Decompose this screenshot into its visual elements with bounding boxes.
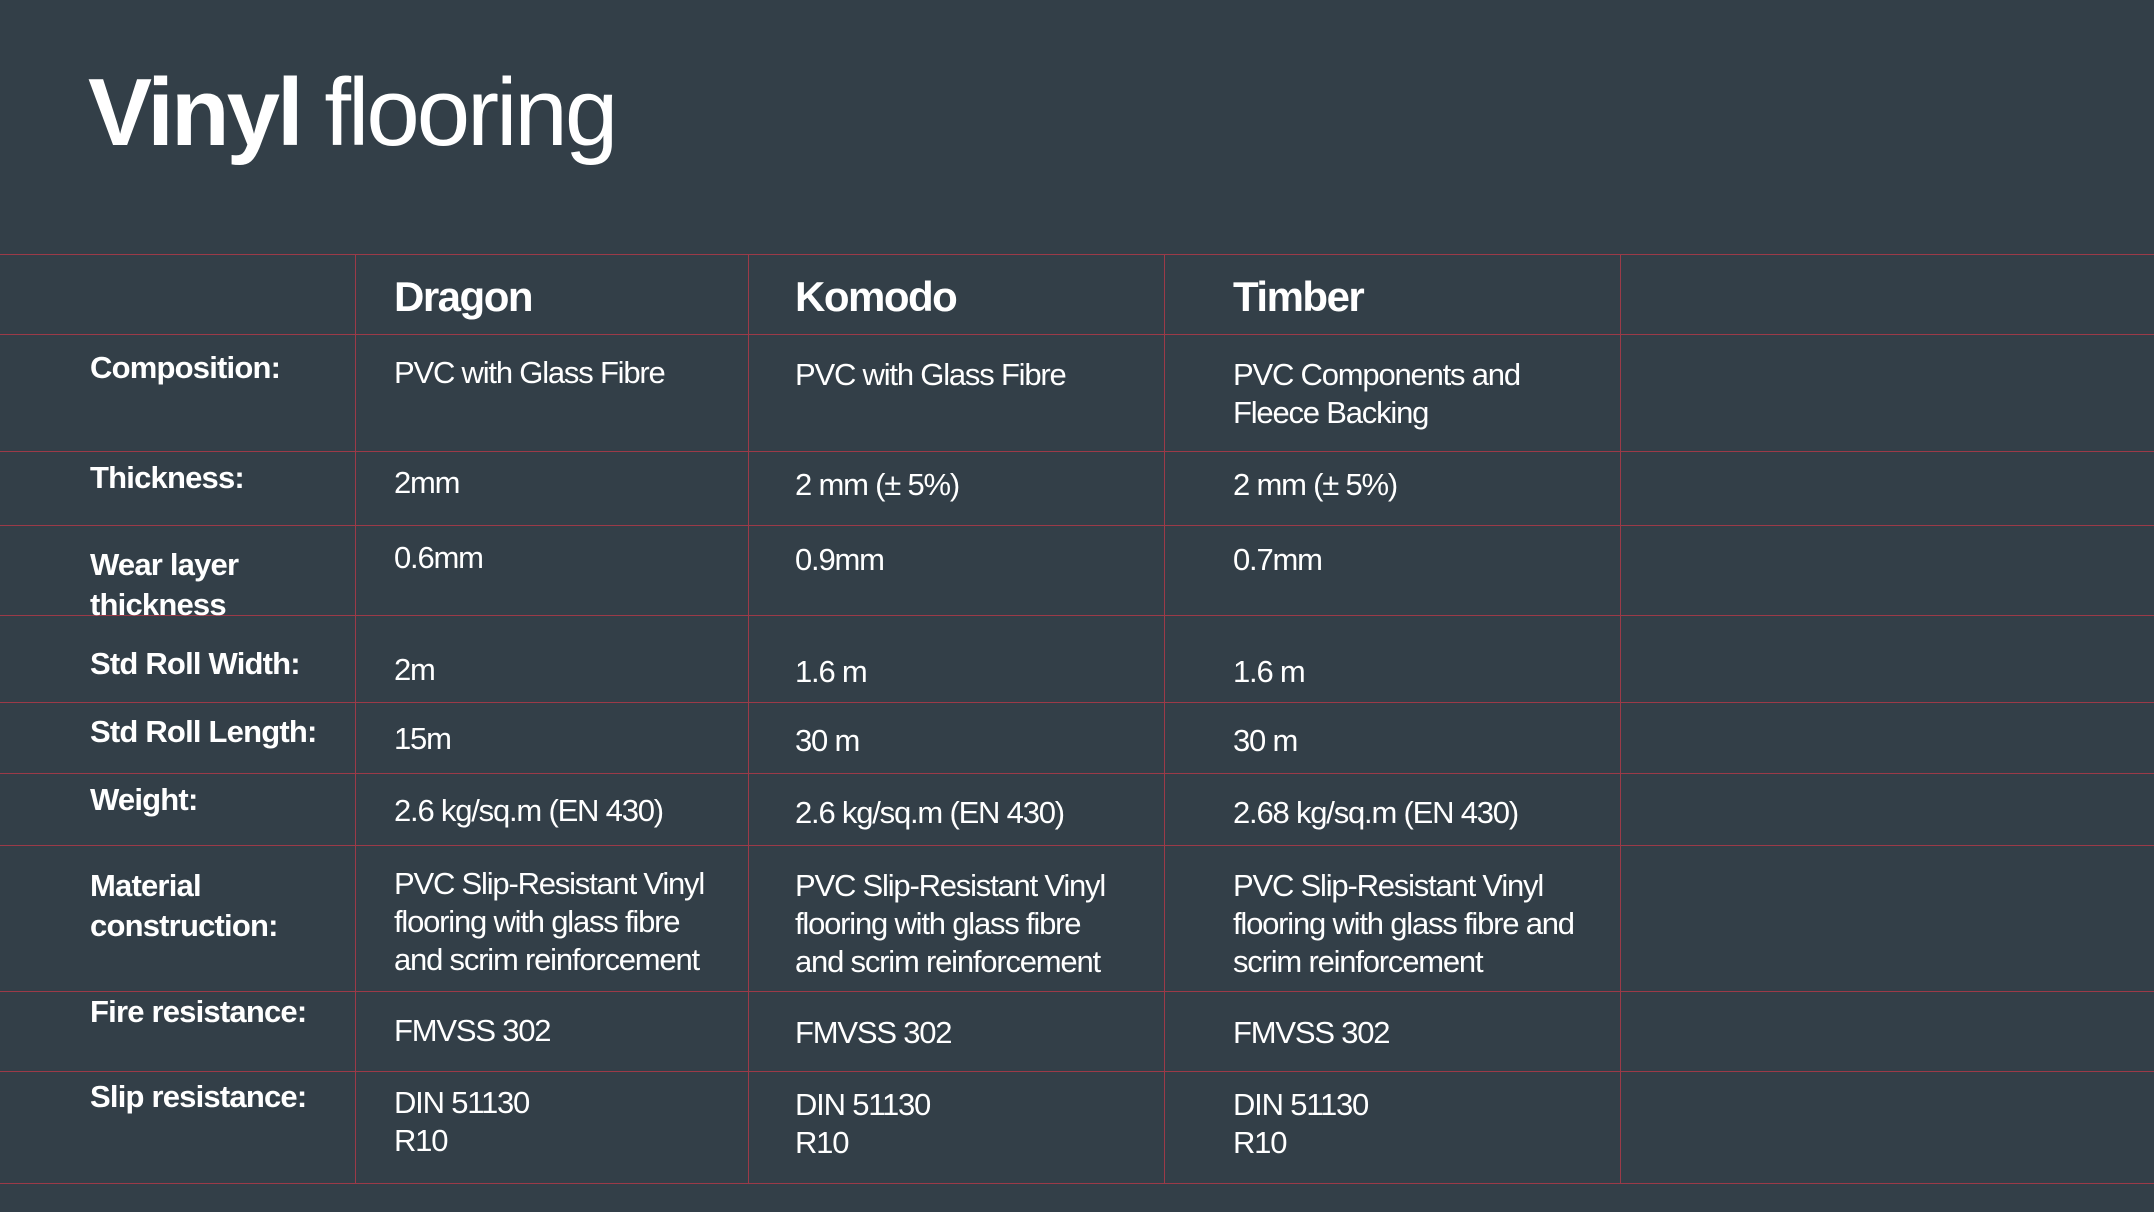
row-divider [0,615,2154,616]
row-divider [0,991,2154,992]
row-divider [0,334,2154,335]
title-light: flooring [324,59,616,166]
table-cell: 2 mm (± 5%) [1233,467,1397,502]
table-cell: PVC Slip-Resistant Vinyl flooring with glass fibre and scrim reinforcement [394,866,705,977]
table-cell: 1.6 m [1233,654,1305,689]
table-cell: PVC with Glass Fibre [795,357,1066,392]
table-cell: 2.6 kg/sq.m (EN 430) [394,793,663,828]
table-cell: PVC Components and Fleece Backing [1233,357,1520,430]
table-cell: DIN 51130 R10 [795,1087,931,1160]
table-cell: PVC Slip-Resistant Vinyl flooring with glass fibre and scrim reinforcement [795,868,1106,979]
table-cell: DIN 51130 R10 [1233,1087,1369,1160]
title-bold: Vinyl [88,59,301,166]
table-cell: 2.68 kg/sq.m (EN 430) [1233,795,1518,830]
table-cell: PVC with Glass Fibre [394,355,665,390]
row-label: Std Roll Length: [90,714,317,749]
column-header: Komodo [795,273,957,320]
table-cell: 2mm [394,465,460,500]
row-label: Material construction: [90,868,278,943]
table-cell: 1.6 m [795,654,867,689]
row-label: Std Roll Width: [90,646,300,681]
row-label: Fire resistance: [90,994,307,1029]
row-label: Wear layer thickness [90,547,239,622]
column-header: Timber [1233,273,1364,320]
column-divider [1164,254,1165,1184]
row-divider [0,702,2154,703]
table-cell: 15m [394,721,451,756]
column-divider [1620,254,1621,1184]
row-divider [0,451,2154,452]
column-divider [748,254,749,1184]
table-cell: 2m [394,652,435,687]
row-label: Composition: [90,350,281,385]
table-cell: 30 m [795,723,860,758]
table-cell: FMVSS 302 [795,1015,952,1050]
column-divider [355,254,356,1184]
row-label: Slip resistance: [90,1079,307,1114]
row-divider [0,254,2154,255]
table-cell: 0.9mm [795,542,884,577]
table-cell: FMVSS 302 [394,1013,551,1048]
column-header: Dragon [394,273,532,320]
row-divider [0,1071,2154,1072]
table-cell: 0.6mm [394,540,483,575]
row-divider [0,1183,2154,1184]
table-cell: 2 mm (± 5%) [795,467,959,502]
table-cell: 30 m [1233,723,1298,758]
row-divider [0,525,2154,526]
row-divider [0,773,2154,774]
table-cell: 0.7mm [1233,542,1322,577]
table-cell: 2.6 kg/sq.m (EN 430) [795,795,1064,830]
table-cell: FMVSS 302 [1233,1015,1390,1050]
table-cell: PVC Slip-Resistant Vinyl flooring with glass fibre and scrim reinforcement [1233,868,1574,979]
row-label: Thickness: [90,460,244,495]
row-label: Weight: [90,782,198,817]
row-divider [0,845,2154,846]
page-title [88,58,615,168]
table-cell: DIN 51130 R10 [394,1085,530,1158]
